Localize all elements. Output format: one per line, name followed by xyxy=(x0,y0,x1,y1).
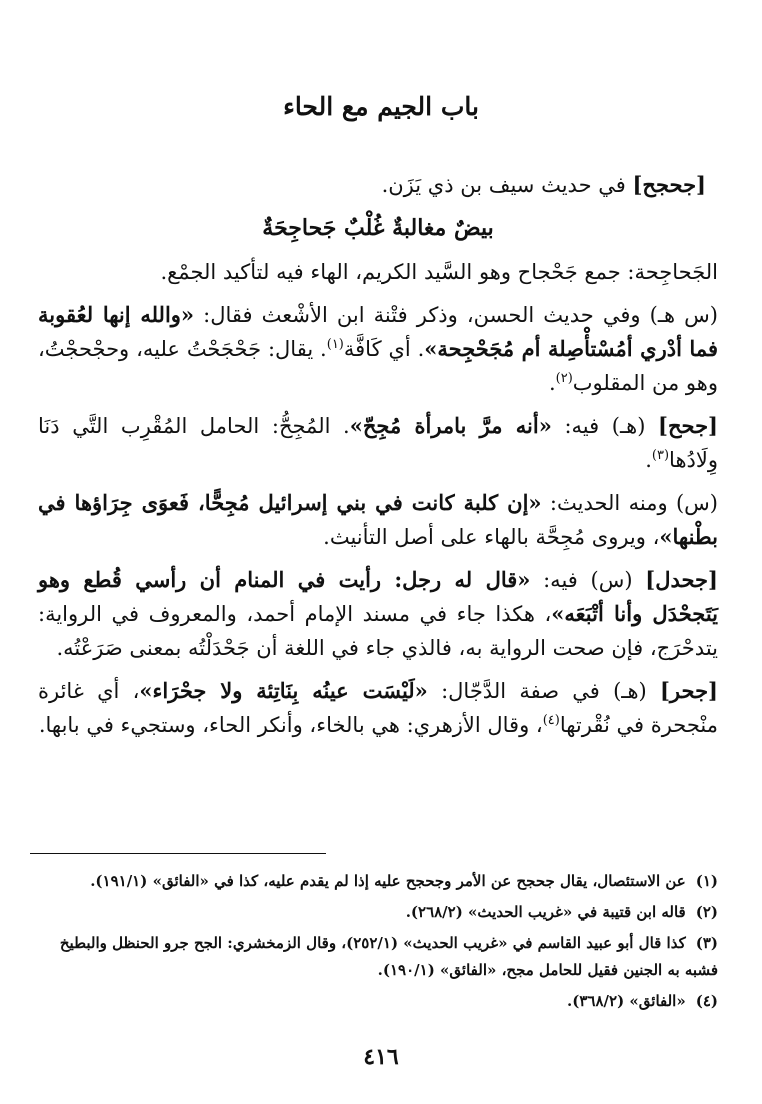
page-number: ٤١٦ xyxy=(363,1044,399,1070)
entry-head: [جحجح] xyxy=(632,172,706,197)
main-text xyxy=(38,168,718,751)
entry-text: (س) ومنه الحديث: xyxy=(541,491,718,515)
entry-text: . xyxy=(645,448,652,472)
entry-text: . المُجِحُّ: الحامل المُقْرِب التَّي دَنَا وِلَادُها xyxy=(38,414,718,472)
entry-head: [جحدل] xyxy=(645,567,718,592)
hadith-quote: «أنه مرَّ بامرأة مُجِحّ» xyxy=(349,413,552,438)
footnote-1 xyxy=(28,868,718,895)
chapter-title: باب الجيم مع الحاء xyxy=(283,92,479,121)
entry-text: (س) فيه: xyxy=(530,568,646,592)
footnote-text: كذا قال أبو عبيد القاسم في «غريب الحديث» (٢٥٢/١)، وقال الزمخشري: الجح جرو الحنظل والبطيخ فشبه به الجنين فقيل للحامل مجح، «الفائق» (١٩٠/١). xyxy=(59,934,718,979)
footnote-number: (٤) xyxy=(695,992,718,1010)
entry-jahjah xyxy=(38,168,718,202)
hadith-quote: «إن كلبة كانت في بني إسرائيل مُجِحًّا، فَعوَى جِرَاؤها في بطْنها» xyxy=(38,490,718,549)
entry-jahajiha-definition xyxy=(38,255,718,289)
entry-text: ، ويروى مُجِحَّة بالهاء على أصل التأنيث. xyxy=(323,525,660,549)
entry-hasan-hadith xyxy=(38,298,718,400)
entry-jahh xyxy=(38,409,718,477)
entry-text: (هـ) فيه: xyxy=(551,414,659,438)
entry-text: ، أي غائرة منْجحرة في نُقْرتها xyxy=(38,679,718,737)
footnote-number: (٣) xyxy=(695,934,718,952)
entry-head: [جحر] xyxy=(660,678,718,703)
footnote-3 xyxy=(28,930,718,984)
entry-jahdal xyxy=(38,563,718,665)
footnote-2 xyxy=(28,899,718,926)
footnote-ref[interactable]: (٣) xyxy=(651,448,670,463)
footnote-text: عن الاستئصال، يقال جحجح عن الأمر وجحجح عليه إذا لم يقدم عليه، كذا في «الفائق» (١٩١/١). xyxy=(90,872,686,890)
poem-verse: بيضٌ مغالبةٌ غُلْبٌ جَحاجِحَةٌ xyxy=(262,215,494,241)
entry-kalba-hadith xyxy=(38,486,718,554)
footnote-ref[interactable]: (٤) xyxy=(542,713,560,728)
footnote-ref[interactable]: (٢) xyxy=(555,371,573,386)
entry-text: . يقال: جَحْجَحْتُ عليه، وحجْحجْتُ، وهو من المقلوب xyxy=(38,337,718,395)
entry-text: . أي كَافَّة xyxy=(343,337,425,361)
entry-text: ، وقال الأزهري: هي بالخاء، وأنكر الحاء، وستجيء في بابها. xyxy=(38,713,543,737)
hadith-quote: «قال له رجل: رأيت في المنام أن رأسي قُطع وهو يَتَجحْدَل وأنا أتْبَعَه» xyxy=(38,567,718,626)
entry-head: [جحح] xyxy=(658,413,718,438)
entry-text: (هـ) في صفة الدَّجّال: xyxy=(427,679,660,703)
hadith-quote: «والله إنها لعُقوبة فما أدْري أمُسْتأْصِلة أم مُجَحْجِحة» xyxy=(38,302,719,361)
entry-text: في حديث سيف بن ذي يَزَن. xyxy=(381,173,626,197)
entry-text: الجَحاجِحة: جمع جَحْجاح وهو السَّيد الكريم، الهاء فيه لتأكيد الجمْع. xyxy=(160,260,718,284)
footnote-divider xyxy=(30,853,326,854)
entry-text: . xyxy=(548,371,556,395)
entry-text: ، هكذا جاء في مسند الإمام أحمد، والمعروف في الرواية: يتدحْرَج، فإن صحت الرواية به، فالذي جاء في اللغة أن جَحْدَلْتُه بمعنى صَرَعْتُه. xyxy=(38,602,718,660)
entry-text: (س هـ) وفي حديث الحسن، وذكر فتْنة ابن الأشْعث فقال: xyxy=(194,303,718,327)
footnote-number: (١) xyxy=(695,872,718,890)
footnote-ref[interactable]: (١) xyxy=(326,337,344,352)
entry-jahr xyxy=(38,674,718,742)
footnote-4 xyxy=(28,988,718,1015)
footnote-text: «الفائق» (٣٦٨/٢). xyxy=(567,992,686,1010)
hadith-quote: «لَيْسَت عينُه بِنَاتِئة ولا جحْرَاء» xyxy=(139,678,428,703)
footnote-number: (٢) xyxy=(695,903,718,921)
footnote-text: قاله ابن قتيبة في «غريب الحديث» (٢٦٨/٢). xyxy=(405,903,686,921)
footnotes xyxy=(28,868,718,1019)
